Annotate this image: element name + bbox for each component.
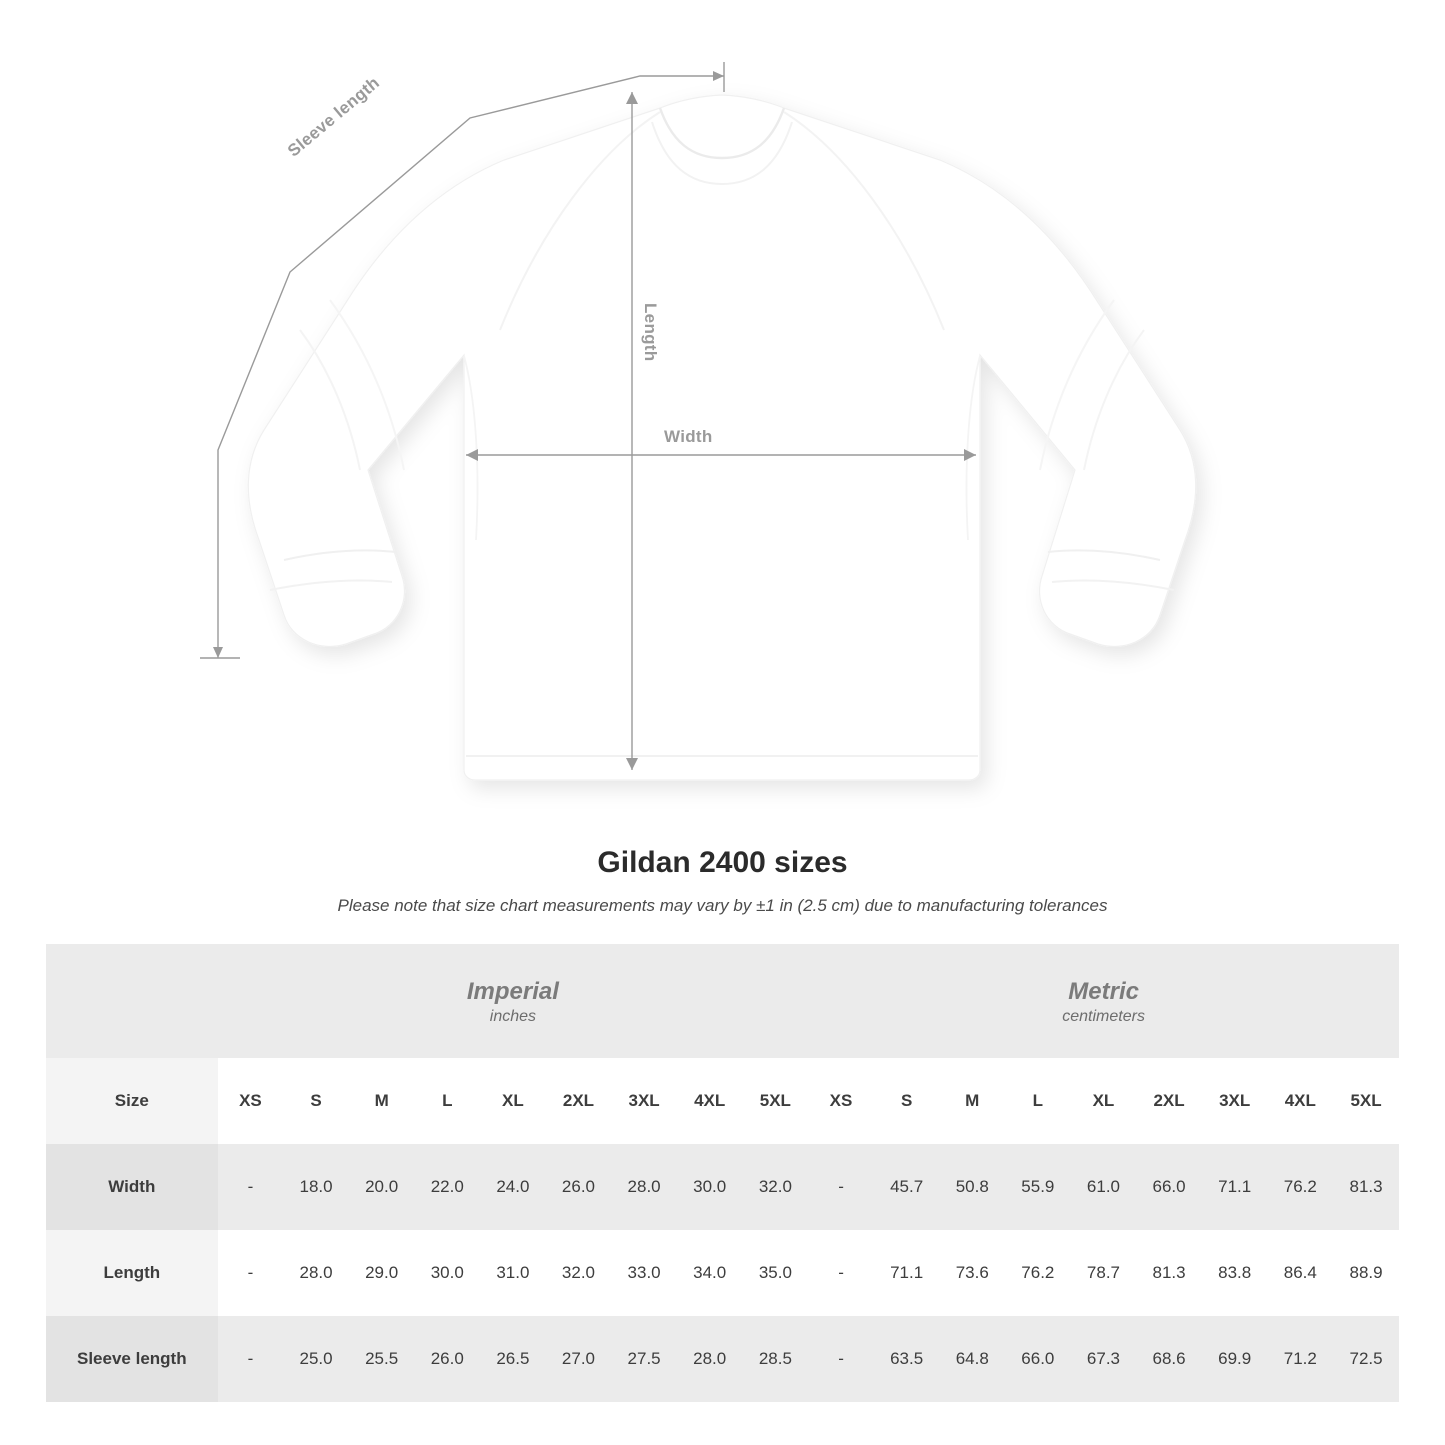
- width-annotation: Width: [664, 427, 713, 446]
- sleeve-metric-3: 66.0: [1005, 1316, 1071, 1402]
- width-metric-8: 81.3: [1333, 1144, 1399, 1230]
- size-header-metric-3: L: [1005, 1058, 1071, 1144]
- size-header-row: [46, 1058, 1399, 1144]
- sleeve-metric-6: 69.9: [1202, 1316, 1268, 1402]
- width-imperial-7: 30.0: [677, 1144, 743, 1230]
- size-header-imperial-5: 2XL: [546, 1058, 612, 1144]
- size-header-imperial-0: XS: [218, 1058, 284, 1144]
- length-imperial-1: 28.0: [283, 1230, 349, 1316]
- length-imperial-5: 32.0: [546, 1230, 612, 1316]
- sleeve-metric-2: 64.8: [939, 1316, 1005, 1402]
- size-header-imperial-6: 3XL: [611, 1058, 677, 1144]
- row-label-width: Width: [46, 1144, 218, 1230]
- metric-unit-cell: [808, 944, 1399, 1058]
- imperial-unit-cell: [218, 944, 809, 1058]
- table-row: [46, 1316, 1399, 1402]
- length-imperial-3: 30.0: [414, 1230, 480, 1316]
- size-header-metric-6: 3XL: [1202, 1058, 1268, 1144]
- width-imperial-2: 20.0: [349, 1144, 415, 1230]
- size-header-imperial-3: L: [414, 1058, 480, 1144]
- length-imperial-8: 35.0: [743, 1230, 809, 1316]
- metric-unit-name: Metric: [1068, 978, 1139, 1006]
- size-header-metric-5: 2XL: [1136, 1058, 1202, 1144]
- width-metric-6: 71.1: [1202, 1144, 1268, 1230]
- size-header-metric-2: M: [939, 1058, 1005, 1144]
- page-title: Gildan 2400 sizes: [597, 846, 848, 879]
- length-metric-2: 73.6: [939, 1230, 1005, 1316]
- size-header-metric-4: XL: [1071, 1058, 1137, 1144]
- width-metric-1: 45.7: [874, 1144, 940, 1230]
- sleeve-metric-0: -: [808, 1316, 874, 1402]
- sleeve-imperial-0: -: [218, 1316, 284, 1402]
- length-metric-5: 81.3: [1136, 1230, 1202, 1316]
- table-row: [46, 1144, 1399, 1230]
- width-imperial-4: 24.0: [480, 1144, 546, 1230]
- sleeve-imperial-4: 26.5: [480, 1316, 546, 1402]
- sleeve-imperial-7: 28.0: [677, 1316, 743, 1402]
- length-metric-1: 71.1: [874, 1230, 940, 1316]
- length-imperial-7: 34.0: [677, 1230, 743, 1316]
- size-header-imperial-4: XL: [480, 1058, 546, 1144]
- sleeve-metric-8: 72.5: [1333, 1316, 1399, 1402]
- size-header-metric-1: S: [874, 1058, 940, 1144]
- length-metric-8: 88.9: [1333, 1230, 1399, 1316]
- row-label-length: Length: [46, 1230, 218, 1316]
- width-imperial-5: 26.0: [546, 1144, 612, 1230]
- sleeve-metric-5: 68.6: [1136, 1316, 1202, 1402]
- sleeve-metric-1: 63.5: [874, 1316, 940, 1402]
- length-metric-4: 78.7: [1071, 1230, 1137, 1316]
- title-block: [0, 846, 1445, 916]
- tolerance-note: Please note that size chart measurements may vary by ±1 in (2.5 cm) due to manufacturing tolerances: [337, 896, 1108, 915]
- width-metric-3: 55.9: [1005, 1144, 1071, 1230]
- width-imperial-1: 18.0: [283, 1144, 349, 1230]
- sleeve-imperial-5: 27.0: [546, 1316, 612, 1402]
- width-imperial-3: 22.0: [414, 1144, 480, 1230]
- size-header-metric-7: 4XL: [1267, 1058, 1333, 1144]
- metric-unit-sub: centimeters: [1062, 1007, 1145, 1025]
- size-header-metric-0: XS: [808, 1058, 874, 1144]
- sleeve-metric-4: 67.3: [1071, 1316, 1137, 1402]
- size-table: [46, 944, 1399, 1402]
- length-imperial-6: 33.0: [611, 1230, 677, 1316]
- imperial-unit-sub: inches: [489, 1007, 537, 1025]
- size-header-label: Size: [46, 1058, 218, 1144]
- sleeve-metric-7: 71.2: [1267, 1316, 1333, 1402]
- length-imperial-0: -: [218, 1230, 284, 1316]
- sleeve-imperial-1: 25.0: [283, 1316, 349, 1402]
- sleeve-imperial-3: 26.0: [414, 1316, 480, 1402]
- sleeve-length-annotation: Sleeve length: [284, 73, 384, 161]
- row-label-sleeve-length: Sleeve length: [46, 1316, 218, 1402]
- sleeve-imperial-2: 25.5: [349, 1316, 415, 1402]
- width-metric-0: -: [808, 1144, 874, 1230]
- length-imperial-4: 31.0: [480, 1230, 546, 1316]
- size-table-wrapper: [46, 944, 1399, 1402]
- size-header-imperial-1: S: [283, 1058, 349, 1144]
- sleeve-imperial-6: 27.5: [611, 1316, 677, 1402]
- width-imperial-8: 32.0: [743, 1144, 809, 1230]
- size-header-imperial-7: 4XL: [677, 1058, 743, 1144]
- unit-header-row: [46, 944, 1399, 1058]
- size-header-metric-8: 5XL: [1333, 1058, 1399, 1144]
- length-metric-3: 76.2: [1005, 1230, 1071, 1316]
- width-imperial-0: -: [218, 1144, 284, 1230]
- length-imperial-2: 29.0: [349, 1230, 415, 1316]
- size-header-imperial-8: 5XL: [743, 1058, 809, 1144]
- sleeve-imperial-8: 28.5: [743, 1316, 809, 1402]
- length-metric-6: 83.8: [1202, 1230, 1268, 1316]
- width-metric-2: 50.8: [939, 1144, 1005, 1230]
- width-metric-5: 66.0: [1136, 1144, 1202, 1230]
- length-metric-7: 86.4: [1267, 1230, 1333, 1316]
- size-header-imperial-2: M: [349, 1058, 415, 1144]
- table-row: [46, 1230, 1399, 1316]
- length-annotation: Length: [641, 303, 660, 362]
- unit-spacer: [46, 944, 218, 1058]
- imperial-unit-name: Imperial: [466, 978, 559, 1006]
- width-imperial-6: 28.0: [611, 1144, 677, 1230]
- width-metric-7: 76.2: [1267, 1144, 1333, 1230]
- width-metric-4: 61.0: [1071, 1144, 1137, 1230]
- length-metric-0: -: [808, 1230, 874, 1316]
